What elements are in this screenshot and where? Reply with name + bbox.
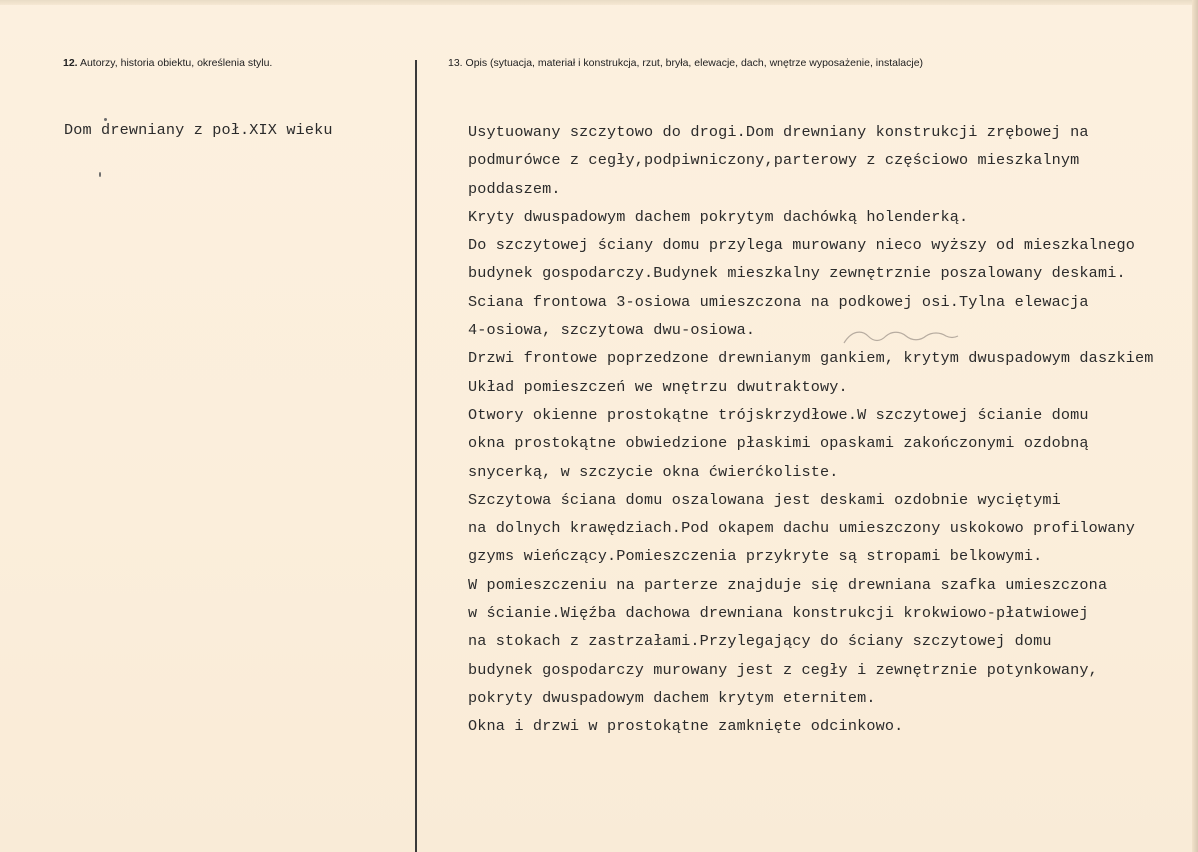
description-line: na stokach z zastrzałami.Przylegający do ściany szczytowej domu	[468, 632, 1052, 651]
style-history-text: Dom drewniany z poł.XIX wieku	[64, 121, 333, 139]
section-12-label: Autorzy, historia obiektu, określenia stylu.	[79, 57, 273, 69]
description-line: Drzwi frontowe poprzedzone drewnianym gankiem, krytym dwuspadowym daszkiem	[468, 349, 1154, 368]
description-line: w ścianie.Więźba dachowa drewniana konstrukcji krokwiowo-płatwiowej	[468, 604, 1089, 623]
description-line: podmurówce z cegły,podpiwniczony,parterowy z częściowo mieszkalnym	[468, 151, 1080, 170]
section-12-header	[63, 57, 272, 69]
paper-top-edge	[0, 0, 1198, 5]
section-13-header	[448, 57, 923, 69]
description-line: budynek gospodarczy.Budynek mieszkalny zewnętrznie poszalowany deskami.	[468, 264, 1126, 283]
section-12-number: 12.	[63, 57, 78, 69]
description-line: okna prostokątne obwiedzione płaskimi opaskami zakończonymi ozdobną	[468, 434, 1089, 453]
description-line: na dolnych krawędziach.Pod okapem dachu umieszczony uskokowo profilowany	[468, 519, 1136, 538]
column-divider	[415, 60, 417, 852]
description-line: 4-osiowa, szczytowa dwu-osiowa.	[468, 321, 756, 340]
description-list	[468, 118, 1198, 741]
description-line: Szczytowa ściana domu oszalowana jest deskami ozdobnie wyciętymi	[468, 490, 1061, 509]
ink-speck	[104, 118, 107, 121]
description-line: Okna i drzwi w prostokątne zamknięte odcinkowo.	[468, 717, 904, 736]
description-line: gzyms wieńczący.Pomieszczenia przykryte są stropami belkowymi.	[468, 547, 1043, 566]
description-line: pokryty dwuspadowym dachem krytym eternitem.	[468, 688, 876, 707]
description-line: poddaszem.	[468, 179, 561, 198]
description-line: snycerką, w szczycie okna ćwierćkoliste.	[468, 462, 839, 481]
description-line: budynek gospodarczy murowany jest z cegły i zewnętrznie potynkowany,	[468, 660, 1098, 679]
description-line: Sciana frontowa 3-osiowa umieszczona na podkowej osi.Tylna elewacja	[468, 292, 1089, 311]
description-line: Układ pomieszczeń we wnętrzu dwutraktowy.	[468, 377, 848, 396]
description-line: Kryty dwuspadowym dachem pokrytym dachówką holenderką.	[468, 207, 969, 226]
description-line: W pomieszczeniu na parterze znajduje się drewniana szafka umieszczona	[468, 575, 1108, 594]
description-line: Otwory okienne prostokątne trójskrzydłowe.W szczytowej ścianie domu	[468, 405, 1089, 424]
ink-speck	[99, 172, 101, 177]
description-line: Usytuowany szczytowo do drogi.Dom drewniany konstrukcji zrębowej na	[468, 123, 1089, 141]
description-line: Do szczytowej ściany domu przylega murowany nieco wyższy od mieszkalnego	[468, 236, 1136, 255]
section-13-number: 13.	[448, 57, 463, 69]
section-13-label: Opis (sytuacja, materiał i konstrukcja, rzut, bryła, elewacje, dach, wnętrze wyposażenie, instalacje)	[465, 57, 924, 69]
